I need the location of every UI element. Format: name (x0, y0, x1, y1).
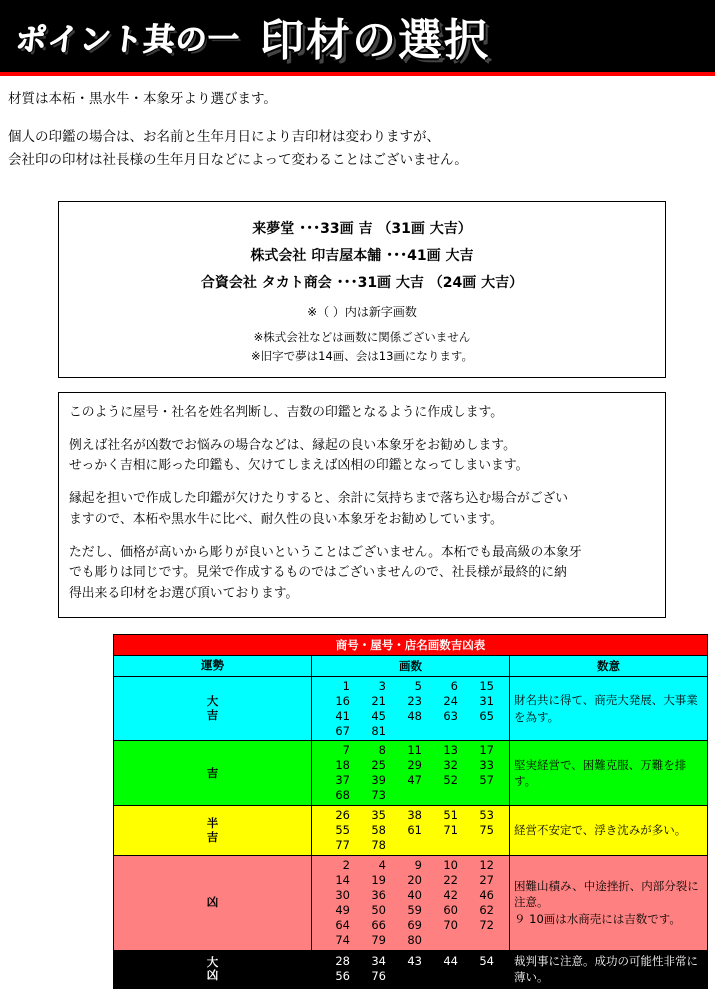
table-row (114, 950, 708, 988)
stroke-number: 44 (443, 954, 458, 969)
stroke-number: 1 (342, 678, 350, 693)
stroke-number: 25 (371, 758, 386, 773)
stroke-number: 76 (371, 969, 386, 984)
stroke-number: 68 (335, 788, 350, 803)
examples-note-3: ※旧字で夢は14画、会は13画になります。 (251, 348, 473, 363)
stroke-number: 79 (371, 932, 386, 947)
stroke-number: 58 (371, 823, 386, 838)
description-line-2a: 例えば社名が凶数でお悩みの場合などは、縁起の良い本象牙をお勧めします。 (69, 437, 516, 453)
stroke-number: 42 (443, 887, 458, 902)
stroke-number: 9 (414, 858, 422, 872)
stroke-number: 55 (335, 823, 350, 838)
intro-line-2: 個人の印鑑の場合は、お名前と生年月日により吉印材は変わりますが、 (8, 128, 440, 145)
header-strokes: 画数 (312, 655, 510, 676)
stroke-number: 34 (371, 954, 386, 969)
stroke-number: 43 (407, 954, 422, 969)
stroke-number: 13 (443, 743, 458, 758)
stroke-number: 11 (407, 743, 422, 758)
description-paragraph-4 (69, 543, 653, 605)
row-meaning: 経営不安定で、浮き沈みが多い。 (510, 806, 708, 856)
stroke-number: 48 (407, 708, 422, 723)
fortune-table (113, 634, 708, 989)
description-paragraph-1 (69, 403, 653, 424)
stroke-number: 67 (335, 723, 350, 738)
stroke-number: 45 (371, 708, 386, 723)
table-row (114, 806, 708, 856)
row-luck-label: 大 凶 (114, 950, 312, 988)
table-title: 商号・屋号・店名画数吉凶表 (114, 634, 708, 655)
stroke-number: 26 (335, 808, 350, 823)
row-stroke-numbers (312, 806, 510, 856)
examples-note-2: ※株式会社などは画数に関係ございません (253, 330, 471, 345)
description-line-3b: ますので、本柘や黒水牛に比べ、耐久性の良い本象牙をお勧めしています。 (69, 511, 503, 527)
row-stroke-numbers (312, 741, 510, 806)
table-header-row (114, 655, 708, 676)
stroke-number: 70 (443, 917, 458, 932)
stroke-number: 52 (443, 773, 458, 788)
intro-line-1: 材質は本柘・黒水牛・本象牙より選びます。 (8, 91, 277, 107)
stroke-number: 35 (371, 808, 386, 823)
stroke-number: 15 (479, 678, 494, 693)
stroke-number: 74 (335, 932, 350, 947)
page-title: 印材の選択 (260, 15, 490, 66)
table-title-row (114, 634, 708, 655)
stroke-number: 27 (479, 872, 494, 887)
stroke-number: 56 (335, 969, 350, 984)
description-line-2b: せっかく吉相に彫った印鑑も、欠けてしまえば凶相の印鑑となってしまいます。 (69, 458, 529, 474)
stroke-number: 17 (479, 743, 494, 758)
stroke-number: 60 (443, 902, 458, 917)
row-stroke-numbers (312, 950, 510, 988)
intro-text (0, 76, 715, 191)
stroke-number: 69 (407, 917, 422, 932)
stroke-number: 32 (443, 758, 458, 773)
header-meaning: 数意 (510, 655, 708, 676)
row-luck-label: 吉 (114, 741, 312, 806)
stroke-number: 78 (371, 838, 386, 853)
stroke-number: 31 (479, 693, 494, 708)
table-row (114, 856, 708, 951)
stroke-number: 41 (335, 708, 350, 723)
stroke-number: 53 (479, 808, 494, 823)
stroke-number: 80 (407, 932, 422, 947)
stroke-number: 50 (371, 902, 386, 917)
fortune-table-wrap (113, 634, 708, 989)
row-stroke-numbers (312, 856, 510, 951)
example-row-1: 来夢堂 ･･･33画 吉 （31画 大吉） (252, 220, 472, 237)
page-banner (0, 0, 715, 72)
stroke-number: 64 (335, 917, 350, 932)
row-meaning: 困難山積み、中途挫折、内部分裂に注意。 ９ 10画は水商売には吉数です。 (510, 856, 708, 951)
row-luck-label: 半 吉 (114, 806, 312, 856)
stroke-number: 63 (443, 708, 458, 723)
table-row (114, 741, 708, 806)
description-line-4c: 得出来る印材をお選び頂いております。 (69, 585, 299, 601)
row-meaning: 堅実経営で、困難克服、万難を排す。 (510, 741, 708, 806)
stroke-number: 29 (407, 758, 422, 773)
stroke-number: 40 (407, 887, 422, 902)
stroke-number: 20 (407, 872, 422, 887)
stroke-number: 75 (479, 823, 494, 838)
table-row (114, 676, 708, 741)
stroke-number: 39 (371, 773, 386, 788)
stroke-number: 81 (371, 723, 386, 738)
description-line-1: このように屋号・社名を姓名判断し、吉数の印鑑となるように作成します。 (69, 404, 504, 420)
description-paragraph-3 (69, 489, 653, 530)
stroke-number: 71 (443, 823, 458, 838)
intro-line-3: 会社印の印材は社長様の生年月日などによって変わることはございません。 (8, 152, 468, 169)
stroke-number: 66 (371, 917, 386, 932)
banner-point-label: ポイント其の一 (13, 21, 242, 58)
stroke-number: 7 (342, 743, 350, 758)
stroke-number: 57 (479, 773, 494, 788)
stroke-number: 36 (371, 887, 386, 902)
stroke-number: 12 (479, 858, 494, 872)
stroke-number: 10 (443, 858, 458, 872)
intro-paragraph-1 (8, 88, 707, 112)
stroke-number: 72 (479, 917, 494, 932)
stroke-number: 2 (342, 858, 350, 872)
stroke-number: 18 (335, 758, 350, 773)
stroke-number: 61 (407, 823, 422, 838)
stroke-number: 30 (335, 887, 350, 902)
stroke-number: 28 (335, 954, 350, 969)
stroke-number: 14 (335, 872, 350, 887)
stroke-number: 22 (443, 872, 458, 887)
stroke-number: 4 (378, 858, 386, 872)
stroke-number: 47 (407, 773, 422, 788)
example-row-3: 合資会社 タカト商会 ･･･31画 大吉 （24画 大吉） (200, 275, 524, 292)
examples-box (58, 201, 666, 378)
description-line-4b: でも彫りは同じです。見栄で作成するものではございませんので、社長様が最終的に納 (69, 565, 567, 581)
stroke-number: 24 (443, 693, 458, 708)
stroke-number: 38 (407, 808, 422, 823)
stroke-number: 54 (479, 954, 494, 969)
stroke-number: 49 (335, 902, 350, 917)
stroke-number: 59 (407, 902, 422, 917)
row-luck-label: 凶 (114, 856, 312, 951)
stroke-number: 33 (479, 758, 494, 773)
stroke-number: 21 (371, 693, 386, 708)
stroke-number: 23 (407, 693, 422, 708)
intro-paragraph-2 (8, 126, 707, 173)
header-luck: 運勢 (114, 655, 312, 676)
stroke-number: 37 (335, 773, 350, 788)
stroke-number: 19 (371, 872, 386, 887)
description-line-4a: ただし、価格が高いから彫りが良いということはございません。本柘でも最高級の本象牙 (69, 544, 582, 560)
examples-note: ※（ ）内は新字画数 (307, 304, 417, 319)
row-meaning: 裁判事に注意。成功の可能性非常に薄い。 (510, 950, 708, 988)
stroke-number: 8 (378, 743, 386, 758)
row-meaning: 財名共に得て、商売大発展、大事業を為す。 (510, 676, 708, 741)
example-row-2: 株式会社 印吉屋本舗 ･･･41画 大吉 (250, 248, 474, 265)
row-stroke-numbers (312, 676, 510, 741)
fortune-table-body (114, 676, 708, 988)
stroke-number: 3 (378, 678, 386, 693)
stroke-number: 51 (443, 808, 458, 823)
stroke-number: 65 (479, 708, 494, 723)
description-paragraph-2 (69, 436, 653, 477)
stroke-number: 16 (335, 693, 350, 708)
stroke-number: 5 (414, 678, 422, 693)
banner-content (0, 0, 715, 72)
row-luck-label: 大 吉 (114, 676, 312, 741)
stroke-number: 62 (479, 902, 494, 917)
stroke-number: 73 (371, 788, 386, 803)
description-line-3a: 縁起を担いで作成した印鑑が欠けたりすると、余計に気持ちまで落ち込む場合がござい (69, 491, 569, 507)
stroke-number: 6 (450, 678, 458, 693)
stroke-number: 46 (479, 887, 494, 902)
stroke-number: 77 (335, 838, 350, 853)
description-box (58, 392, 666, 618)
examples-note-block (69, 328, 655, 365)
